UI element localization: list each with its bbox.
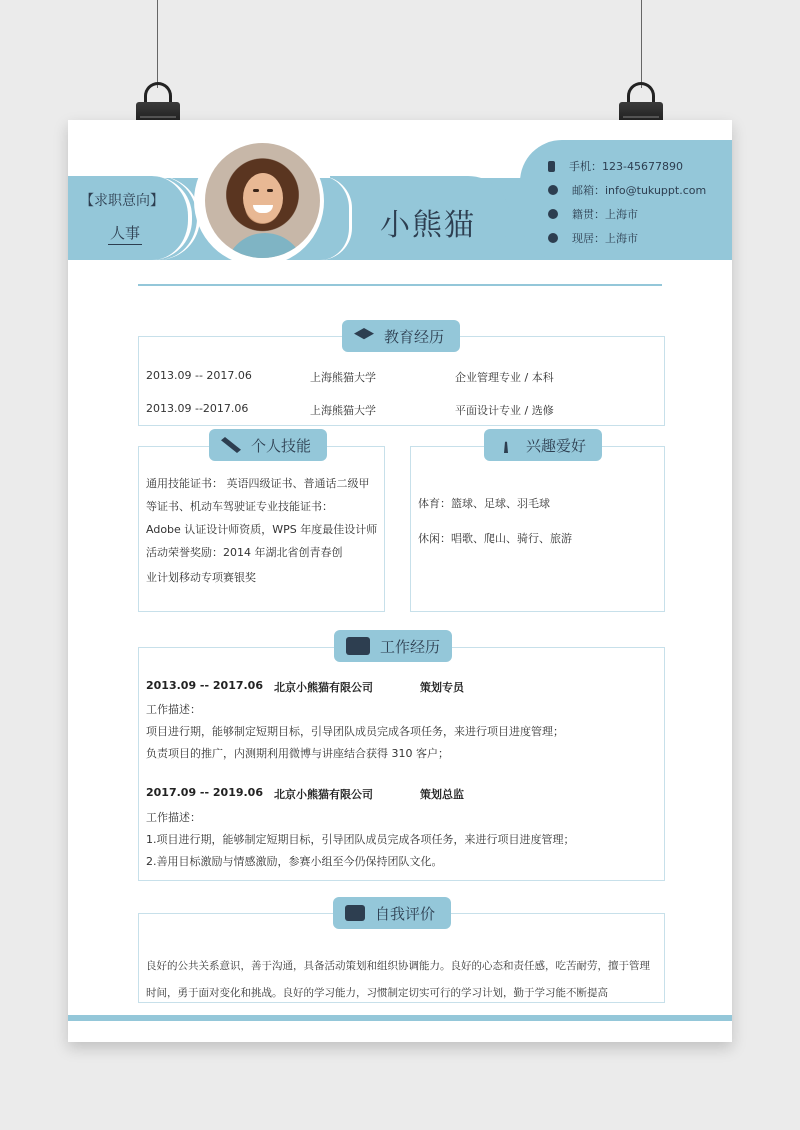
edu-school-2: 上海熊猫大学 <box>310 404 376 417</box>
bottom-band <box>68 1015 732 1021</box>
job-desc-line: 项目进行期，能够制定短期目标，引导团队成员完成各项任务，来进行项目进度管理； <box>146 725 564 738</box>
self-eval-line: 良好的公共关系意识，善于沟通，具备活动策划和组织协调能力。良好的心态和责任感，吃苦耐劳，擅于管理 <box>146 960 650 972</box>
graduation-cap-icon <box>354 328 374 344</box>
skills-line: Adobe 认证设计师资质，WPS 年度最佳设计师 <box>146 523 378 536</box>
edu-date-1: 2013.09 -- 2017.06 <box>146 369 252 382</box>
skills-line: 活动荣誉奖励：2014 年湖北省创青春创 <box>146 546 343 559</box>
contact-email: 邮箱：info@tukuppt.com <box>548 182 706 198</box>
home-icon <box>548 209 558 219</box>
contact-panel <box>520 140 732 260</box>
job-position: 策划总监 <box>420 788 464 801</box>
job-desc-line: 1.项目进行期，能够制定短期目标，引导团队成员完成各项任务，来进行项目进度管理； <box>146 833 575 846</box>
edu-school-1: 上海熊猫大学 <box>310 371 376 384</box>
skills-line: 业计划移动专项赛银奖 <box>146 571 256 584</box>
job-company: 北京小熊猫有限公司 <box>274 681 373 694</box>
job-desc-line: 2.善用目标激励与情感激励，参赛小组至今仍保持团队文化。 <box>146 855 443 868</box>
contact-residence: 现居：上海市 <box>548 230 638 246</box>
hanging-string-left <box>157 0 158 88</box>
skills-line: 等证书、机动车驾驶证专业技能证书： <box>146 500 333 513</box>
skills-line: 通用技能证书： 英语四级证书、普通话二级甲 <box>146 477 370 490</box>
hobbies-heading: 兴趣爱好 <box>484 429 602 461</box>
contact-phone: 手机：123-45677890 <box>548 158 683 174</box>
job-desc-label: 工作描述： <box>146 703 201 716</box>
briefcase-icon <box>346 637 370 655</box>
job-desc-line: 负责项目的推广，内测期利用微博与讲座结合获得 310 客户； <box>146 747 449 760</box>
work-heading: 工作经历 <box>334 630 452 662</box>
hobby-line: 体育：篮球、足球、羽毛球 <box>418 497 550 510</box>
phone-icon <box>548 161 555 172</box>
job-position: 策划专员 <box>420 681 464 694</box>
edu-date-2: 2013.09 --2017.06 <box>146 402 249 415</box>
skills-heading: 个人技能 <box>209 429 327 461</box>
hobbies-box <box>410 446 665 612</box>
edu-major-1: 企业管理专业 / 本科 <box>455 371 554 384</box>
email-icon <box>548 185 558 195</box>
location-icon <box>548 233 558 243</box>
job-date: 2013.09 -- 2017.06 <box>146 679 263 692</box>
job-desc-label: 工作描述： <box>146 811 201 824</box>
education-heading: 教育经历 <box>342 320 460 352</box>
palm-tree-icon <box>496 437 516 453</box>
candidate-name: 小熊猫 <box>380 208 476 243</box>
job-date: 2017.09 -- 2019.06 <box>146 786 263 799</box>
self-eval-heading: 自我评价 <box>333 897 451 929</box>
edu-major-2: 平面设计专业 / 选修 <box>455 404 554 417</box>
job-intent-box <box>68 176 192 260</box>
hobby-line: 休闲：唱歌、爬山、骑行、旅游 <box>418 532 572 545</box>
job-intent-value: 人事 <box>108 222 142 245</box>
profile-photo <box>205 143 320 258</box>
job-company: 北京小熊猫有限公司 <box>274 788 373 801</box>
hanging-string-right <box>641 0 642 88</box>
job-intent-title: 【求职意向】 <box>80 193 164 209</box>
header-divider <box>138 284 662 286</box>
contact-hometown: 籍贯：上海市 <box>548 206 638 222</box>
chat-icon <box>345 905 365 921</box>
tools-icon <box>221 437 241 453</box>
resume-paper <box>68 120 732 1042</box>
self-eval-line: 时间，勇于面对变化和挑战。良好的学习能力，习惯制定切实可行的学习计划，勤于学习能不断提高 <box>146 987 608 999</box>
